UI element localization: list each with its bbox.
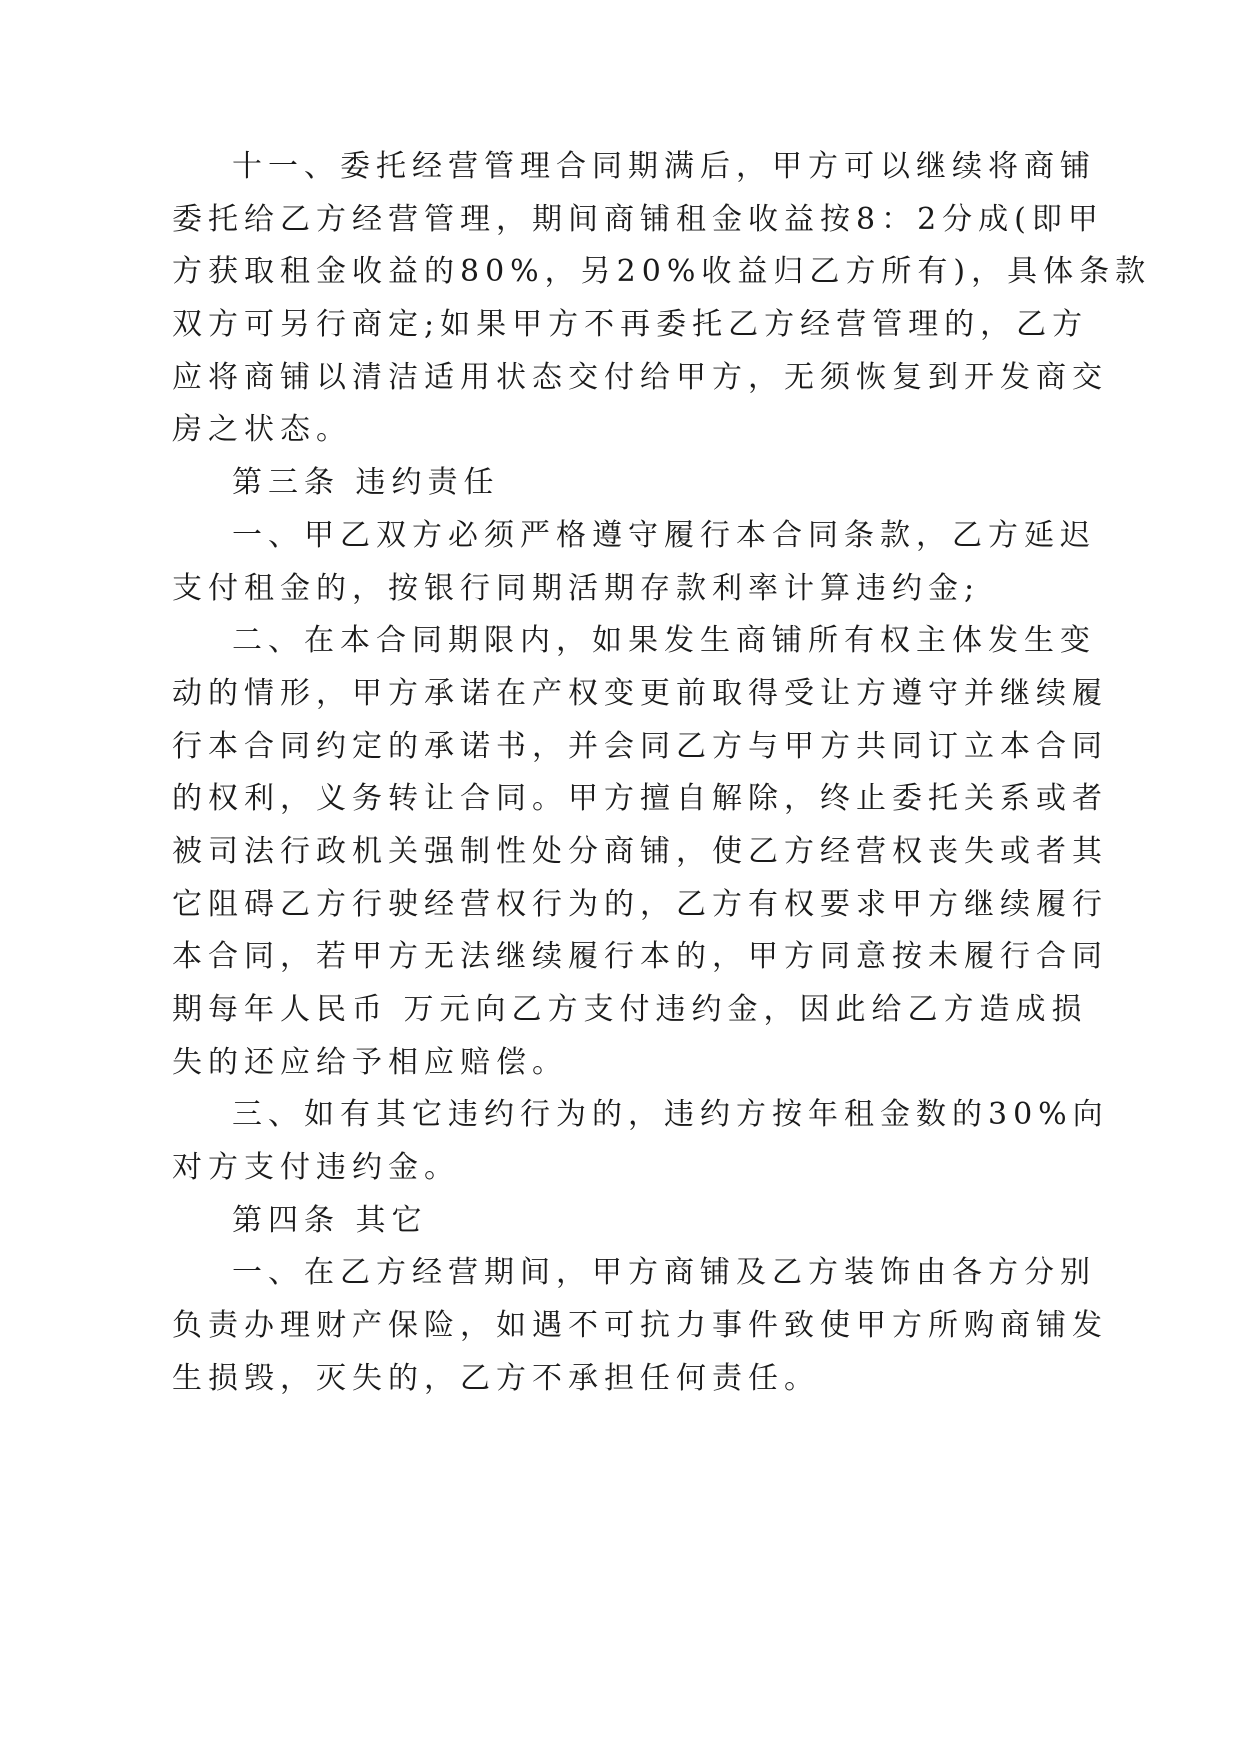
text-line: 方获取租金收益的80%，另20%收益归乙方所有)，具体条款: [172, 254, 1152, 289]
text-line: 三、如有其它违约行为的，违约方按年租金数的30%向: [232, 1097, 1109, 1132]
text-line: 的权利，义务转让合同。甲方擅自解除，终止委托关系或者: [172, 781, 1108, 816]
text-line: 被司法行政机关强制性处分商铺，使乙方经营权丧失或者其: [172, 834, 1108, 869]
text-line: 十一、委托经营管理合同期满后，甲方可以继续将商铺: [232, 149, 1096, 184]
text-line: 生损毁，灭失的，乙方不承担任何责任。: [172, 1361, 820, 1396]
text-line: 它阻碍乙方行驶经营权行为的，乙方有权要求甲方继续履行: [172, 887, 1108, 922]
text-line: 委托给乙方经营管理，期间商铺租金收益按8：2分成(即甲: [172, 202, 1104, 237]
text-line: 一、在乙方经营期间，甲方商铺及乙方装饰由各方分别: [232, 1255, 1096, 1290]
text-line: 负责办理财产保险，如遇不可抗力事件致使甲方所购商铺发: [172, 1308, 1108, 1343]
text-line: 二、在本合同期限内，如果发生商铺所有权主体发生变: [232, 623, 1096, 658]
text-line: 期每年人民币 万元向乙方支付违约金，因此给乙方造成损: [172, 992, 1088, 1027]
text-line: 动的情形，甲方承诺在产权变更前取得受让方遵守并继续履: [172, 676, 1108, 711]
text-line: 支付租金的，按银行同期活期存款利率计算违约金;: [172, 571, 981, 606]
section-heading: 第三条 违约责任: [232, 465, 500, 500]
text-line: 双方可另行商定;如果甲方不再委托乙方经营管理的，乙方: [172, 307, 1089, 342]
text-line: 失的还应给予相应赔偿。: [172, 1045, 568, 1080]
text-line: 行本合同约定的承诺书，并会同乙方与甲方共同订立本合同: [172, 729, 1108, 764]
section-heading: 第四条 其它: [232, 1203, 428, 1238]
text-line: 一、甲乙双方必须严格遵守履行本合同条款，乙方延迟: [232, 518, 1096, 553]
text-line: 应将商铺以清洁适用状态交付给甲方，无须恢复到开发商交: [172, 360, 1108, 395]
text-line: 本合同，若甲方无法继续履行本的，甲方同意按未履行合同: [172, 939, 1108, 974]
text-line: 房之状态。: [172, 412, 352, 447]
text-line: 对方支付违约金。: [172, 1150, 460, 1185]
